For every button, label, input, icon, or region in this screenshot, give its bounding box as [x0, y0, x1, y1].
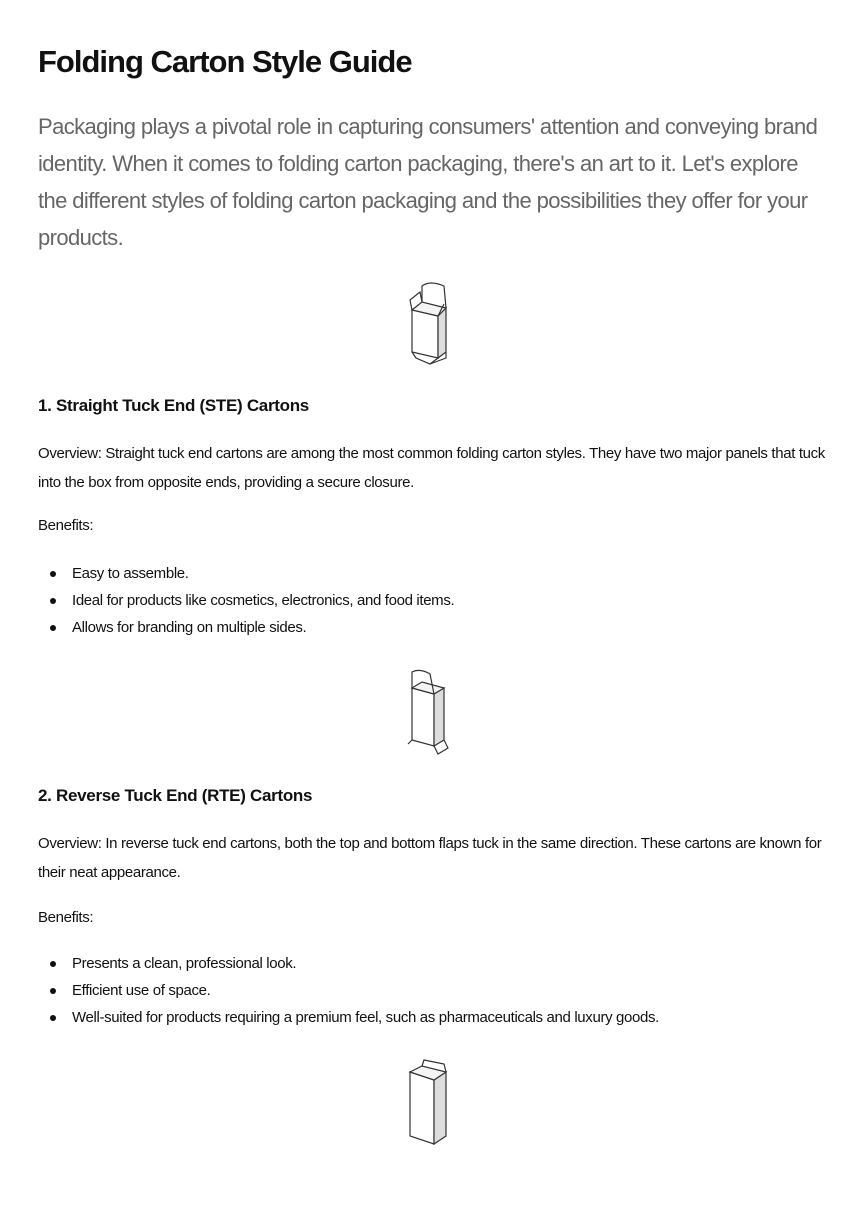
carton-ste-icon [400, 666, 456, 756]
benefits-list [38, 950, 659, 1031]
page-title: Folding Carton Style Guide [38, 44, 412, 79]
benefits-label: Benefits: [38, 909, 94, 926]
section-heading: 1. Straight Tuck End (STE) Cartons [38, 396, 309, 415]
list-item: Allows for branding on multiple sides. [38, 614, 454, 641]
carton-rte-icon [400, 1058, 456, 1148]
list-item: Easy to assemble. [38, 560, 454, 587]
list-item: Presents a clean, professional look. [38, 950, 659, 977]
section-overview: Overview: Straight tuck end cartons are among the most common folding carton styles. They have two major panels that tuck into the box from opposite ends, providing a secure closure. [38, 445, 825, 491]
intro-paragraph: Packaging plays a pivotal role in capturing consumers' attention and conveying brand identity. When it comes to folding carton packaging, there's an art to it. Let's explore the different styles of folding carton packaging and the possibilities they offer for your products. [38, 114, 818, 250]
carton-open-icon [400, 278, 456, 368]
section-heading: 2. Reverse Tuck End (RTE) Cartons [38, 786, 313, 805]
list-item: Well-suited for products requiring a premium feel, such as pharmaceuticals and luxury goods. [38, 1004, 659, 1031]
section-overview: Overview: In reverse tuck end cartons, both the top and bottom flaps tuck in the same direction. These cartons are known for their neat appearance. [38, 835, 822, 881]
benefits-label: Benefits: [38, 517, 94, 534]
benefits-list [38, 560, 454, 641]
list-item: Ideal for products like cosmetics, electronics, and food items. [38, 587, 454, 614]
list-item: Efficient use of space. [38, 977, 659, 1004]
